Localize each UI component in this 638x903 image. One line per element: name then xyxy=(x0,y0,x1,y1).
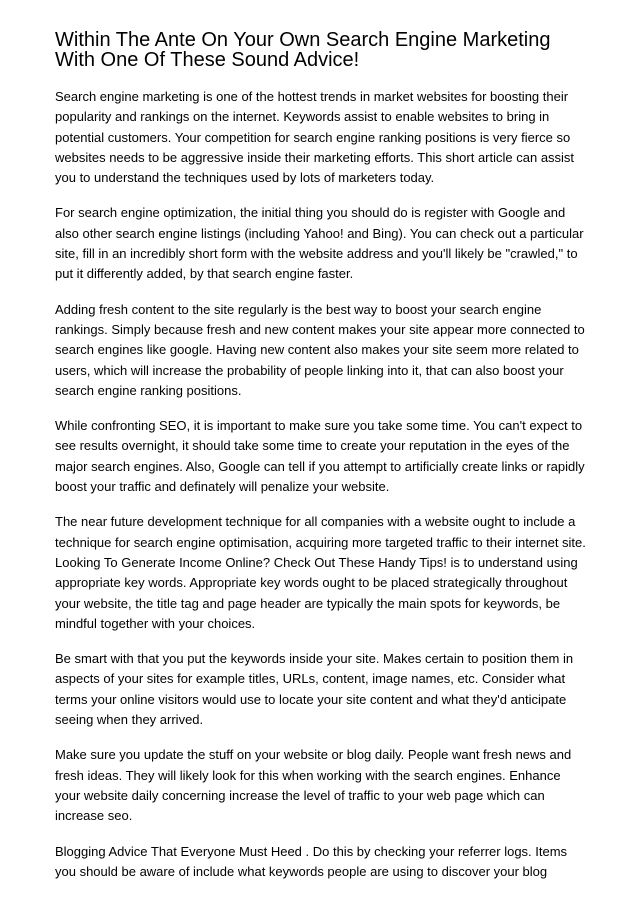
document-title: Within The Ante On Your Own Search Engine Marketing With One Of These Sound Advice! xyxy=(55,29,551,71)
paragraph-8: Blogging Advice That Everyone Must Heed . Do this by checking your referrer logs. Items you should be aware of include what keywords people are using to discover your blog xyxy=(55,843,568,879)
paragraph-6: Be smart with that you put the keywords inside your site. Makes certain to position them in aspects of your sites for example titles, URLs, content, image names, etc. Consider what terms your online visitors would use to locate your site content and what they'd anticipate seeing when they arrived. xyxy=(55,651,574,728)
paragraph-5: The near future development technique for all companies with a website ought to include a technique for search engine optimisation, acquiring more targeted traffic to their internet site. Looking To Generate Income Online? Check Out These Handy Tips! is to understand using appropriate key words. Appropriate key words ought to be placed strategically throughout your website, the title tag and page header are typically the main spots for keywords, be mindful together with your choices. xyxy=(55,514,586,631)
paragraph-1: Search engine marketing is one of the hottest trends in market websites for boosting their popularity and rankings on the internet. Keywords assist to enable websites to bring in potential customers. Your competition for search engine ranking positions is very fierce so websites needs to be aggressive inside their marketing efforts. This short article can assist you to understand the techniques used by lots of marketers today. xyxy=(55,89,575,186)
paragraph-4: While confronting SEO, it is important to make sure you take some time. You can't expect to see results overnight, it should take some time to create your reputation in the eyes of the major search engines. Also, Google can tell if you attempt to artificially create links or rapidly boost your traffic and definately will penalize your website. xyxy=(55,418,585,495)
paragraph-2: For search engine optimization, the initial thing you should do is register with Google and also other search engine listings (including Yahoo! and Bing). You can check out a particular site, fill in an incredibly short form with the website address and you'll likely be "crawled," to put it differently added, by that search engine faster. xyxy=(55,205,584,282)
paragraph-7: Make sure you update the stuff on your website or blog daily. People want fresh news and fresh ideas. They will likely look for this when working with the search engines. Enhance your website daily concerning increase the level of traffic to your web page which can increase seo. xyxy=(55,747,572,824)
paragraph-3: Adding fresh content to the site regularly is the best way to boost your search engine rankings. Simply because fresh and new content makes your site appear more connected to search engines like google. Having new content also makes your site seem more related to users, which will increase the probability of people linking into it, that can also boost your search engine ranking positions. xyxy=(55,301,585,398)
